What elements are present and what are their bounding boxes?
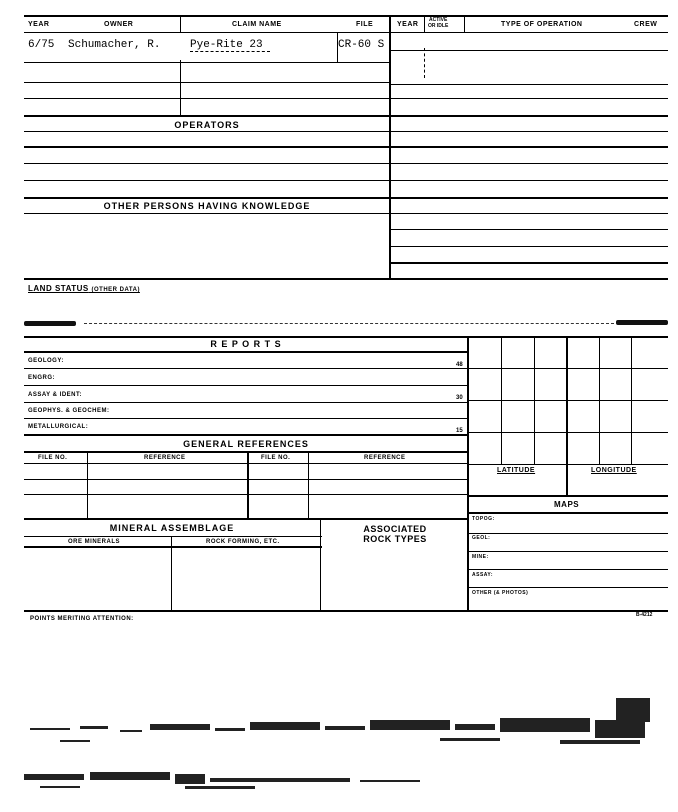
associated-rock-types-heading: ASSOCIATED ROCK TYPES — [363, 524, 427, 544]
maps-heading: MAPS — [554, 500, 580, 509]
mineral-col-ore: ORE MINERALS — [68, 539, 121, 545]
reports-geophys: GEOPHYS. & GEOCHEM: — [28, 408, 110, 414]
reports-geology: GEOLOGY: — [28, 358, 64, 364]
header-year: YEAR — [28, 21, 50, 28]
scan-dashed-line — [84, 323, 614, 324]
right-row-7 — [390, 262, 668, 264]
reports-heading: R E P O R T S — [210, 339, 282, 349]
grid-v-3 — [566, 336, 568, 496]
scan-noise-artifact — [0, 690, 678, 812]
header-owner: OWNER — [104, 21, 134, 28]
section-end-rule — [24, 278, 668, 280]
ref-row-end — [24, 518, 468, 520]
reports-num-2: 30 — [456, 395, 463, 401]
reports-rule — [24, 351, 468, 353]
grid-h-2 — [468, 400, 668, 401]
ref-divider-1 — [87, 451, 88, 518]
right-row-6 — [390, 246, 668, 247]
other-persons-rule — [24, 213, 390, 214]
owner-row-1 — [24, 62, 390, 63]
operators-rule — [24, 131, 668, 132]
grid-h-4 — [468, 464, 668, 465]
reports-metallurgical: METALLURGICAL: — [28, 424, 89, 430]
land-status-heading: LAND STATUS (OTHER DATA) — [28, 284, 140, 293]
maps-row-4 — [468, 587, 668, 588]
maps-other: OTHER (& PHOTOS) — [472, 590, 529, 596]
claim-name-underline — [190, 51, 270, 52]
claim-year: 6/75 — [28, 39, 55, 51]
col-divider-type — [464, 15, 465, 33]
col-divider-owner-lower — [180, 60, 181, 115]
top-rule — [24, 15, 668, 17]
ref-col-file-no-1: FILE NO. — [38, 455, 68, 461]
reports-row-4 — [24, 418, 468, 419]
scan-smudge-left — [24, 321, 76, 326]
reports-assay: ASSAY & IDENT: — [28, 392, 83, 398]
header-year-right: YEAR — [397, 21, 419, 28]
maps-row-1 — [468, 533, 668, 534]
header-rule — [24, 32, 668, 33]
reports-row-end — [24, 434, 468, 436]
ref-row-3 — [24, 494, 468, 495]
other-persons-heading: OTHER PERSONS HAVING KNOWLEDGE — [103, 201, 311, 211]
reports-row-2 — [24, 385, 468, 386]
reports-num-1: 48 — [456, 362, 463, 368]
latitude-label: LATITUDE — [497, 467, 536, 474]
right-row-2 — [390, 84, 668, 85]
maps-mine: MINE: — [472, 554, 489, 560]
ref-divider-3 — [308, 451, 309, 518]
ref-row-1 — [24, 463, 468, 464]
ref-col-file-no-2: FILE NO. — [261, 455, 291, 461]
ref-col-reference-2: REFERENCE — [364, 455, 406, 461]
maps-geol: GEOL: — [472, 535, 491, 541]
form-number: B-4212 — [636, 612, 653, 618]
header-claim-name: CLAIM NAME — [232, 21, 282, 28]
right-row-3 — [390, 98, 668, 99]
general-references-rule — [24, 451, 468, 453]
mineral-assemblage-heading: MINERAL ASSEMBLAGE — [109, 523, 235, 533]
general-references-heading: GENERAL REFERENCES — [183, 439, 309, 449]
operators-row-1 — [24, 146, 668, 148]
header-file: FILE — [356, 21, 374, 28]
maps-assay: ASSAY: — [472, 572, 494, 578]
claim-owner: Schumacher, R. — [68, 39, 161, 51]
claim-name: Pye-Rite 23 — [190, 39, 263, 51]
header-type-of-operation: TYPE OF OPERATION — [501, 21, 583, 28]
reports-num-3: 15 — [456, 428, 463, 434]
maps-row-3 — [468, 569, 668, 570]
longitude-label: LONGITUDE — [591, 467, 637, 474]
col-divider-active-lower — [424, 48, 425, 78]
scan-noise-specks — [24, 698, 650, 789]
owner-row-2 — [24, 82, 390, 83]
maps-topog: TOPOG: — [472, 516, 495, 522]
rock-types-divider — [320, 518, 321, 610]
header-active-or-idle: ACTIVE OR IDLE — [428, 17, 449, 29]
operators-row-end — [24, 197, 668, 199]
mineral-divider — [171, 536, 172, 610]
reports-row-1 — [24, 368, 468, 369]
col-divider-active — [424, 15, 425, 33]
maps-rule — [468, 512, 668, 514]
right-row-5 — [390, 229, 668, 230]
right-row-1 — [390, 50, 668, 51]
owner-row-3 — [24, 98, 390, 99]
reports-row-3 — [24, 402, 468, 403]
grid-h-1 — [468, 368, 668, 369]
ref-col-reference-1: REFERENCE — [144, 455, 186, 461]
reports-engrg: ENGRG: — [28, 375, 55, 381]
mineral-rule — [24, 536, 322, 537]
ref-divider-2 — [247, 451, 249, 518]
right-row-4 — [390, 213, 668, 214]
claim-file: CR-60 S — [338, 39, 385, 51]
ref-row-2 — [24, 479, 468, 480]
reports-top-rule — [24, 336, 668, 338]
mineral-col-rule — [24, 546, 322, 548]
points-meriting-attention: POINTS MERITING ATTENTION: — [30, 616, 134, 622]
mineral-col-rock-forming: ROCK FORMING, ETC. — [206, 539, 280, 545]
scan-smudge-right — [616, 320, 668, 325]
owner-row-end — [24, 115, 668, 117]
grid-h-3 — [468, 432, 668, 433]
operators-row-3 — [24, 180, 668, 181]
operators-row-2 — [24, 163, 668, 164]
maps-row-2 — [468, 551, 668, 552]
bottom-rule — [24, 610, 668, 612]
latlong-end-rule — [468, 495, 668, 497]
header-crew: CREW — [634, 21, 658, 28]
col-divider-owner — [180, 15, 181, 33]
operators-heading: OPERATORS — [174, 120, 240, 130]
